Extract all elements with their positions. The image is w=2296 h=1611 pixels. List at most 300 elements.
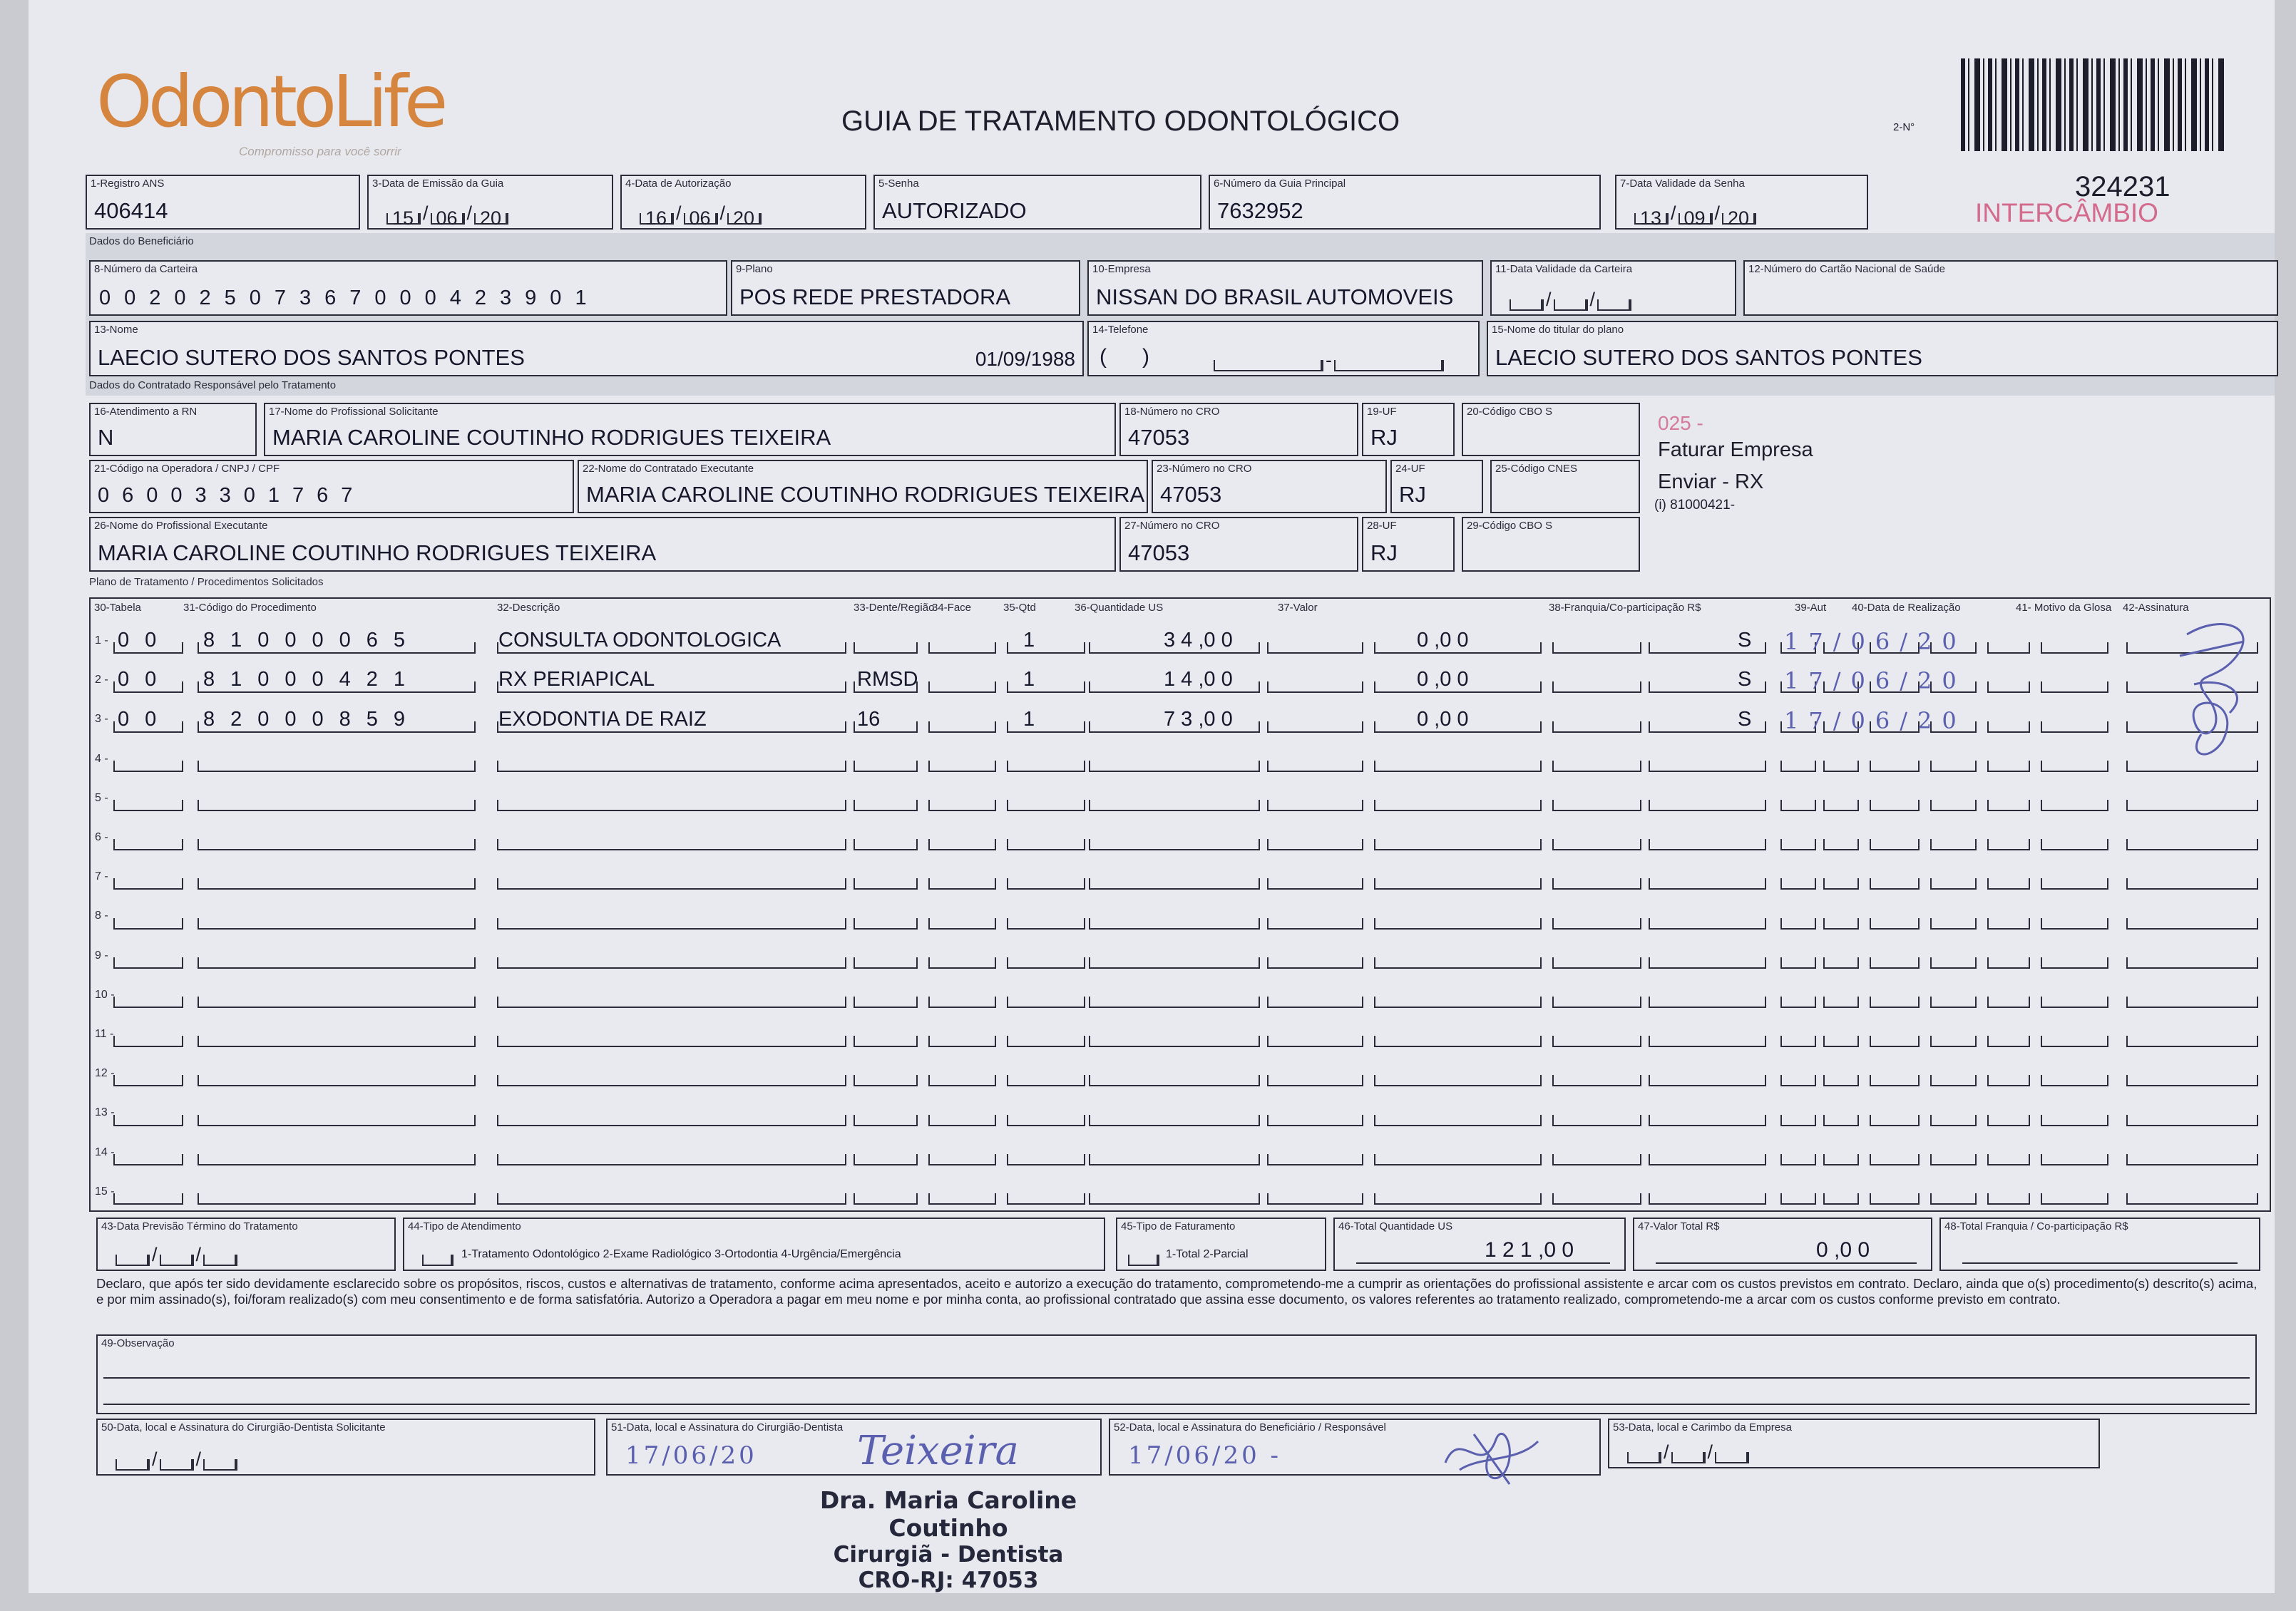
section-plano: Plano de Tratamento / Procedimentos Solicitados — [89, 576, 324, 588]
cro-executante-field[interactable]: 23-Número no CRO 47053 — [1152, 460, 1387, 513]
row-cell-line — [2126, 918, 2258, 930]
row-cell-line — [1823, 997, 1859, 1008]
row-cell-line — [1267, 1193, 1363, 1205]
row-cell-line — [854, 1075, 918, 1086]
row-cell-line — [497, 1193, 846, 1205]
nome-field[interactable]: 13-Nome LAECIO SUTERO DOS SANTOS PONTES 01/09/1988 — [89, 321, 1084, 376]
registro-ans-field[interactable]: 1-Registro ANS 406414 — [86, 175, 360, 230]
tipo-atendimento-field[interactable]: 44-Tipo de Atendimento 1-Tratamento Odontológico 2-Exame Radiológico 3-Ortodontia 4-Urgência/Emergência — [403, 1218, 1105, 1271]
row-cell-line — [1930, 1036, 1977, 1047]
row-cell-line — [113, 878, 183, 890]
row-cell-line — [1267, 878, 1363, 890]
table-row[interactable] — [91, 699, 2270, 738]
validade-senha-field[interactable]: 7-Data Validade da Senha 13 / 09 / 20 — [1615, 175, 1868, 230]
logo-text: OdontoLife — [96, 60, 444, 143]
row-cell-line — [1007, 957, 1085, 969]
row-cell-line — [1649, 1193, 1766, 1205]
row-cell-line — [854, 800, 918, 811]
row-cell-line — [1930, 1193, 1977, 1205]
row-codigo: 81000065 — [203, 629, 421, 652]
row-cell-line — [1007, 878, 1085, 890]
sig52-field[interactable]: 52-Data, local e Assinatura do Beneficiário / Responsável 17/06/20 - — [1109, 1419, 1601, 1476]
telefone-field[interactable]: 14-Telefone ( ) - — [1087, 321, 1480, 376]
prof-solicitante-field[interactable]: 17-Nome do Profissional Solicitante MARIA CAROLINE COUTINHO RODRIGUES TEIXEIRA — [264, 403, 1116, 456]
birth-date: 01/09/1988 — [975, 348, 1075, 370]
table-row[interactable] — [91, 738, 2270, 778]
row-cell-line — [1823, 800, 1859, 811]
table-row[interactable] — [91, 1014, 2270, 1053]
row-number: 9 - — [95, 949, 108, 962]
side-note-faturar: Faturar Empresa — [1658, 438, 1813, 461]
row-cell-line — [1267, 681, 1363, 693]
row-cell-line — [1987, 918, 2030, 930]
guide-number: 324231 — [2075, 171, 2171, 202]
row-cell-line — [1649, 1036, 1766, 1047]
row-cell-line — [928, 918, 996, 930]
total-franquia-field[interactable]: 48-Total Franquia / Co-participação R$ — [1939, 1218, 2260, 1271]
side-note-code: 025 - — [1658, 412, 1703, 434]
row-cell-line — [1780, 1115, 1816, 1126]
sig50-field[interactable]: 50-Data, local e Assinatura do Cirurgião-Dentista Solicitante / / — [96, 1419, 595, 1476]
row-cell-line — [1374, 1036, 1542, 1047]
logo-tagline: Compromisso para você sorrir — [239, 145, 401, 158]
row-cell-line — [497, 1075, 846, 1086]
row-cell-line — [1552, 800, 1641, 811]
row-cell-line — [1930, 800, 1977, 811]
row-cell-line — [1930, 761, 1977, 772]
row-cell-line — [1649, 839, 1766, 850]
column-header: 42-Assinatura — [2123, 602, 2189, 614]
row-cell-line — [1649, 800, 1766, 811]
table-row[interactable] — [91, 1053, 2270, 1092]
row-cell-line — [1089, 1036, 1260, 1047]
row-cell-line — [928, 1193, 996, 1205]
row-descricao: RX PERIAPICAL — [498, 668, 655, 691]
row-franquia: 0 ,0 0 — [1417, 668, 1469, 691]
row-number: 5 - — [95, 791, 108, 804]
row-cell-line — [1870, 839, 1920, 850]
row-cell-line — [1267, 642, 1363, 654]
row-cell-line — [2126, 878, 2258, 890]
sig51-date: 17/06/20 — [625, 1441, 757, 1470]
row-cell-line — [497, 957, 846, 969]
row-cell-line — [1089, 1154, 1260, 1165]
column-header: 38-Franquia/Co-participação R$ — [1549, 602, 1701, 614]
row-cell-line — [1930, 997, 1977, 1008]
row-cell-line — [113, 800, 183, 811]
row-cell-line — [1930, 957, 1977, 969]
row-cell-line — [1007, 1036, 1085, 1047]
plano-field[interactable]: 9-Plano POS REDE PRESTADORA — [731, 260, 1080, 316]
table-row[interactable] — [91, 1092, 2270, 1131]
row-cell-line — [2126, 1075, 2258, 1086]
row-number: 14 - — [95, 1146, 115, 1158]
row-cell-line — [113, 957, 183, 969]
row-codigo: 81000421 — [203, 668, 421, 691]
registro-ans-value: 406414 — [94, 198, 168, 223]
row-cell-line — [928, 681, 996, 693]
titular-field[interactable]: 15-Nome do titular do plano LAECIO SUTERO DOS SANTOS PONTES — [1487, 321, 2278, 376]
row-cell-line — [1987, 721, 2030, 733]
row-franquia: 0 ,0 0 — [1417, 629, 1469, 652]
row-cell-line — [1649, 878, 1766, 890]
table-row[interactable] — [91, 935, 2270, 974]
row-cell-line — [1552, 1154, 1641, 1165]
row-cell-line — [854, 878, 918, 890]
row-cell-line — [1649, 997, 1766, 1008]
row-cell-line — [2126, 1036, 2258, 1047]
guide-sheet — [29, 0, 2275, 1593]
row-cell-line — [1780, 957, 1816, 969]
table-row[interactable] — [91, 974, 2270, 1014]
row-cell-line — [198, 761, 476, 772]
row-cell-line — [1987, 997, 2030, 1008]
row-qtd: 1 — [1023, 629, 1035, 652]
row-cell-line — [2041, 642, 2108, 654]
row-cell-line — [1870, 957, 1920, 969]
row-cell-line — [1870, 800, 1920, 811]
row-cell-line — [1870, 1115, 1920, 1126]
intercambio-label: INTERCÂMBIO — [1975, 198, 2158, 227]
row-cell-line — [1007, 681, 1085, 693]
row-cell-line — [113, 997, 183, 1008]
table-row[interactable] — [91, 895, 2270, 935]
tipo-faturamento-field[interactable]: 45-Tipo de Faturamento 1-Total 2-Parcial — [1116, 1218, 1326, 1271]
row-cell-line — [198, 918, 476, 930]
numero-carteira-field[interactable]: 8-Número da Carteira 00202507367000423901 — [89, 260, 727, 316]
row-cell-line — [928, 1036, 996, 1047]
row-cell-line — [113, 839, 183, 850]
column-header: 32-Descrição — [497, 602, 560, 614]
cbo-solicitante-field[interactable]: 20-Código CBO S — [1462, 403, 1640, 456]
barcode — [1961, 58, 2226, 151]
row-cell-line — [1780, 800, 1816, 811]
row-cell-line — [113, 761, 183, 772]
row-cell-line — [1007, 997, 1085, 1008]
row-cell-line — [1089, 1193, 1260, 1205]
row-cell-line — [1089, 839, 1260, 850]
row-cell-line — [1267, 957, 1363, 969]
row-cell-line — [1780, 761, 1816, 772]
row-cell-line — [1823, 1115, 1859, 1126]
row-cell-line — [1007, 839, 1085, 850]
row-cell-line — [198, 1036, 476, 1047]
row-cell-line — [198, 957, 476, 969]
valor-total-field[interactable]: 47-Valor Total R$ 0 ,0 0 — [1633, 1218, 1932, 1271]
row-cell-line — [113, 918, 183, 930]
row-cell-line — [2041, 800, 2108, 811]
row-cell-line — [198, 1193, 476, 1205]
row-qtd: 1 — [1023, 707, 1035, 731]
row-number: 13 - — [95, 1106, 115, 1119]
guia-principal-field[interactable]: 6-Número da Guia Principal 7632952 — [1209, 175, 1601, 230]
row-cell-line — [2126, 1193, 2258, 1205]
cartao-nacional-field[interactable]: 12-Número do Cartão Nacional de Saúde — [1743, 260, 2278, 316]
row-cell-line — [1780, 1154, 1816, 1165]
row-cell-line — [198, 1115, 476, 1126]
valor-total-value: 0 ,0 0 — [1816, 1238, 1870, 1262]
row-cell-line — [1374, 1075, 1542, 1086]
total-us-field[interactable]: 46-Total Quantidade US 1 2 1 ,0 0 — [1333, 1218, 1626, 1271]
row-cell-line — [2041, 721, 2108, 733]
row-cell-line — [497, 1115, 846, 1126]
row-cell-line — [1267, 721, 1363, 733]
column-header: 30-Tabela — [94, 602, 141, 614]
row-cell-line — [1930, 1115, 1977, 1126]
row-cell-line — [1823, 1193, 1859, 1205]
column-header: 40-Data de Realização — [1852, 602, 1961, 614]
column-header: 36-Quantidade US — [1075, 602, 1164, 614]
row-cell-line — [198, 1075, 476, 1086]
observacao-field[interactable]: 49-Observação — [96, 1334, 2257, 1414]
row-cell-line — [1552, 839, 1641, 850]
table-row[interactable] — [91, 659, 2270, 699]
row-cell-line — [854, 839, 918, 850]
row-cell-line — [1089, 800, 1260, 811]
table-row[interactable] — [91, 1132, 2270, 1171]
row-cell-line — [497, 918, 846, 930]
row-cell-line — [928, 839, 996, 850]
row-cell-line — [497, 800, 846, 811]
row-cell-line — [1780, 1075, 1816, 1086]
row-cell-line — [113, 1075, 183, 1086]
row-cell-line — [2041, 1154, 2108, 1165]
row-franquia: 0 ,0 0 — [1417, 707, 1469, 731]
row-number: 7 - — [95, 870, 108, 883]
senha-field[interactable]: 5-Senha AUTORIZADO — [873, 175, 1201, 230]
row-quantidade-us: 1 4 ,0 0 — [1164, 668, 1233, 691]
row-cell-line — [1007, 642, 1085, 654]
row-cell-line — [1649, 1154, 1766, 1165]
previsao-field[interactable]: 43-Data Previsão Término do Tratamento / / — [96, 1218, 396, 1271]
row-descricao: EXODONTIA DE RAIZ — [498, 707, 707, 731]
uf-prof-field[interactable]: 28-UF RJ — [1362, 517, 1455, 572]
row-cell-line — [1089, 997, 1260, 1008]
atendimento-rn-value: N — [98, 425, 114, 450]
row-cell-line — [113, 1154, 183, 1165]
row-cell-line — [2126, 1115, 2258, 1126]
data-autorizacao-field[interactable]: 4-Data de Autorização 16 / 06 / 20 — [620, 175, 866, 230]
row-tabela: 00 — [118, 668, 173, 691]
row-cell-line — [1930, 918, 1977, 930]
row-cell-line — [1987, 1115, 2030, 1126]
row-cell-line — [497, 761, 846, 772]
cro-solicitante-field[interactable]: 18-Número no CRO 47053 — [1119, 403, 1358, 456]
row-number: 2 - — [95, 674, 108, 686]
row-number: 11 - — [95, 1028, 114, 1040]
row-cell-line — [2041, 681, 2108, 693]
row-cell-line — [113, 1115, 183, 1126]
section-contratado: Dados do Contratado Responsável pelo Tratamento — [89, 379, 337, 391]
row-cell-line — [1870, 761, 1920, 772]
total-us-value: 1 2 1 ,0 0 — [1485, 1238, 1574, 1262]
row-cell-line — [2126, 800, 2258, 811]
row-cell-line — [1267, 1115, 1363, 1126]
numero-carteira-value: 00202507367000423901 — [99, 287, 600, 309]
column-header: 37-Valor — [1278, 602, 1318, 614]
column-header: 39-Aut — [1795, 602, 1827, 614]
cbo-prof-field[interactable]: 29-Código CBO S — [1462, 517, 1640, 572]
row-cell-line — [1552, 1036, 1641, 1047]
row-cell-line — [1649, 1115, 1766, 1126]
row-cell-line — [1649, 761, 1766, 772]
row-cell-line — [1007, 918, 1085, 930]
row-cell-line — [1552, 918, 1641, 930]
row-cell-line — [928, 1154, 996, 1165]
row-tabela: 00 — [118, 629, 173, 652]
row-cell-line — [928, 878, 996, 890]
row-cell-line — [2041, 878, 2108, 890]
prof-solicitante-value: MARIA CAROLINE COUTINHO RODRIGUES TEIXEIRA — [272, 425, 831, 450]
row-cell-line — [928, 761, 996, 772]
row-cell-line — [1552, 761, 1641, 772]
row-cell-line — [928, 721, 996, 733]
row-cell-line — [1007, 1075, 1085, 1086]
row-cell-line — [1267, 918, 1363, 930]
row-cell-line — [1374, 1193, 1542, 1205]
row-cell-line — [2041, 1036, 2108, 1047]
row-cell-line — [1649, 957, 1766, 969]
row-cell-line — [1987, 957, 2030, 969]
row-cell-line — [1987, 761, 2030, 772]
sig51-field[interactable]: 51-Data, local e Assinatura do Cirurgião-Dentista 17/06/20 Teixeira — [606, 1419, 1102, 1476]
row-cell-line — [1870, 997, 1920, 1008]
column-header: 31-Código do Procedimento — [183, 602, 317, 614]
row-cell-line — [1089, 918, 1260, 930]
cnes-field[interactable]: 25-Código CNES — [1490, 460, 1640, 513]
row-cell-line — [1870, 918, 1920, 930]
row-cell-line — [1374, 997, 1542, 1008]
row-cell-line — [854, 918, 918, 930]
validade-carteira-field[interactable]: 11-Data Validade da Carteira / / — [1490, 260, 1736, 316]
row-aut: S — [1738, 629, 1752, 652]
cro-prof-field[interactable]: 27-Número no CRO 47053 — [1119, 517, 1358, 572]
row-qtd: 1 — [1023, 668, 1035, 691]
atendimento-rn-field[interactable]: 16-Atendimento a RN N — [89, 403, 257, 456]
row-cell-line — [497, 1154, 846, 1165]
row-cell-line — [1374, 1115, 1542, 1126]
side-note-ref: (i) 81000421- — [1654, 498, 1736, 513]
row-cell-line — [2041, 839, 2108, 850]
column-header: 35-Qtd — [1003, 602, 1036, 614]
table-row[interactable] — [91, 856, 2270, 895]
codigo-operadora-field[interactable]: 21-Código na Operadora / CNPJ / CPF 06003301767 — [89, 460, 574, 513]
row-cell-line — [928, 997, 996, 1008]
row-cell-line — [1089, 878, 1260, 890]
table-row[interactable] — [91, 620, 2270, 659]
column-header: 34-Face — [932, 602, 972, 614]
row-cell-line — [113, 1193, 183, 1205]
row-cell-line — [1823, 1036, 1859, 1047]
row-number: 8 - — [95, 910, 108, 922]
empresa-field[interactable]: 10-Empresa NISSAN DO BRASIL AUTOMOVEIS — [1087, 260, 1483, 316]
row-cell-line — [1007, 1115, 1085, 1126]
row-number: 6 - — [95, 831, 108, 843]
procedure-signature — [2158, 613, 2272, 770]
column-header: 33-Dente/Região — [854, 602, 935, 614]
contratado-executante-field[interactable]: 22-Nome do Contratado Executante MARIA CAROLINE COUTINHO RODRIGUES TEIXEIRA — [578, 460, 1148, 513]
sig52-date: 17/06/20 - — [1128, 1441, 1281, 1470]
row-cell-line — [497, 1036, 846, 1047]
row-cell-line — [1870, 1193, 1920, 1205]
row-cell-line — [1780, 997, 1816, 1008]
row-cell-line — [1987, 1075, 2030, 1086]
section-beneficiario: Dados do Beneficiário — [89, 235, 194, 247]
table-row[interactable] — [91, 817, 2270, 856]
row-dente: RMSD — [857, 668, 918, 691]
row-cell-line — [1007, 800, 1085, 811]
row-cell-line — [1649, 918, 1766, 930]
row-cell-line — [1987, 1036, 2030, 1047]
row-cell-line — [1823, 918, 1859, 930]
row-cell-line — [1007, 1154, 1085, 1165]
row-cell-line — [1780, 839, 1816, 850]
row-cell-line — [1870, 1036, 1920, 1047]
row-cell-line — [113, 1036, 183, 1047]
row-cell-line — [1930, 878, 1977, 890]
row-cell-line — [1870, 1075, 1920, 1086]
uf-executante-field[interactable]: 24-UF RJ — [1390, 460, 1483, 513]
row-cell-line — [1089, 957, 1260, 969]
sig53-field[interactable]: 53-Data, local e Carimbo da Empresa / / — [1608, 1419, 2100, 1468]
row-quantidade-us: 7 3 ,0 0 — [1164, 707, 1233, 731]
row-cell-line — [1374, 761, 1542, 772]
empresa-value: NISSAN DO BRASIL AUTOMOVEIS — [1096, 284, 1454, 309]
row-cell-line — [1987, 878, 2030, 890]
row-cell-line — [1987, 642, 2030, 654]
data-emissao-field[interactable]: 3-Data de Emissão da Guia 15 / 06 / 20 — [367, 175, 613, 230]
prof-executante-field[interactable]: 26-Nome do Profissional Executante MARIA CAROLINE COUTINHO RODRIGUES TEIXEIRA — [89, 517, 1116, 572]
row-cell-line — [2126, 957, 2258, 969]
row-cell-line — [854, 1154, 918, 1165]
row-number: 4 - — [95, 752, 108, 765]
titular-value: LAECIO SUTERO DOS SANTOS PONTES — [1495, 345, 1922, 370]
row-cell-line — [854, 761, 918, 772]
row-cell-line — [1930, 1154, 1977, 1165]
beneficiary-signature — [1431, 1413, 1545, 1491]
row-cell-line — [2041, 1193, 2108, 1205]
uf-solicitante-field[interactable]: 19-UF RJ — [1362, 403, 1455, 456]
row-cell-line — [854, 1193, 918, 1205]
row-cell-line — [1267, 1036, 1363, 1047]
dentist-stamp: Dra. Maria Caroline Coutinho Cirurgiã - Dentista CRO-RJ: 47053 — [819, 1486, 1077, 1593]
row-cell-line — [1823, 1154, 1859, 1165]
row-aut: S — [1738, 668, 1752, 691]
row-cell-line — [1552, 878, 1641, 890]
row-cell-line — [1870, 1154, 1920, 1165]
row-cell-line — [198, 997, 476, 1008]
guia-principal-value: 7632952 — [1217, 198, 1303, 223]
row-number: 10 - — [95, 988, 115, 1001]
row-cell-line — [198, 839, 476, 850]
row-cell-line — [1823, 957, 1859, 969]
odontolife-logo — [96, 60, 444, 170]
row-cell-line — [1552, 997, 1641, 1008]
side-note-enviar: Enviar - RX — [1658, 470, 1764, 493]
row-cell-line — [2126, 839, 2258, 850]
row-cell-line — [928, 800, 996, 811]
row-cell-line — [928, 1115, 996, 1126]
row-cell-line — [1374, 918, 1542, 930]
table-row[interactable] — [91, 778, 2270, 817]
row-cell-line — [2041, 918, 2108, 930]
table-row[interactable] — [91, 1171, 2270, 1210]
procedures-table — [89, 597, 2271, 1212]
row-cell-line — [2041, 1075, 2108, 1086]
row-cell-line — [2126, 1154, 2258, 1165]
row-cell-line — [1823, 878, 1859, 890]
page-title: GUIA DE TRATAMENTO ODONTOLÓGICO — [841, 105, 1400, 137]
